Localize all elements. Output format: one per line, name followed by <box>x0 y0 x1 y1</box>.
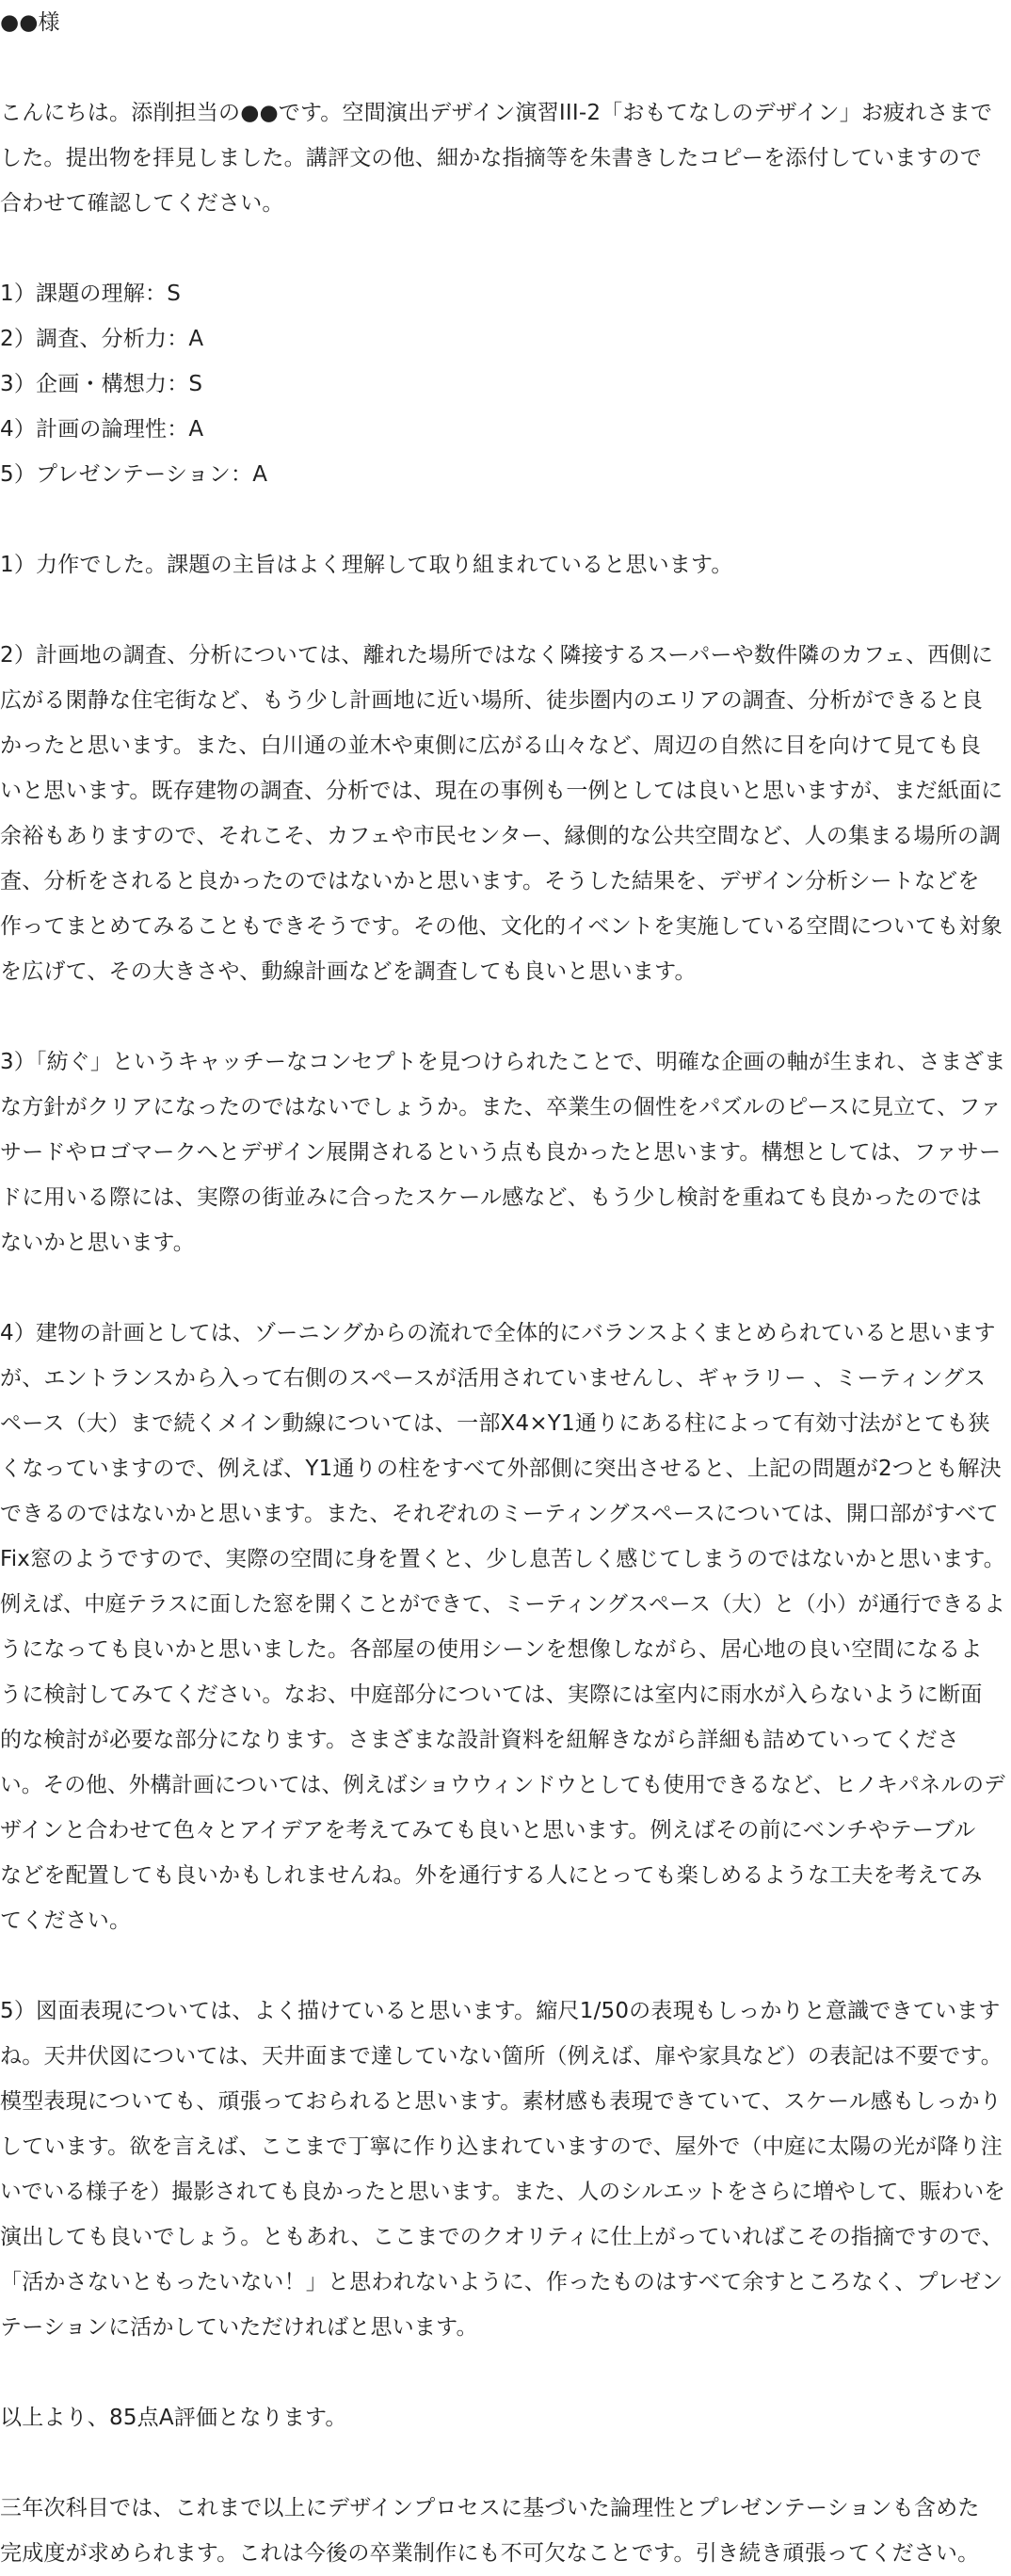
comment-planning <box>0 1311 1011 1943</box>
text-line: テーションに活かしていただければと思います。 <box>0 2315 478 2340</box>
text-line: した。提出物を拝見しました。講評文の他、細かな指摘等を朱書きしたコピーを添付していますので <box>0 146 983 170</box>
text-line: 3）「紡ぐ」というキャッチーなコンセプトを見つけられたことで、明確な企画の軸が生まれ、さまざま <box>0 1050 1006 1074</box>
grade-item: 3）企画・構想力：S <box>0 372 203 396</box>
comment-concept <box>0 1039 1011 1265</box>
salutation: ●●様 <box>0 10 60 35</box>
text-line: うに検討してみてください。なお、中庭部分については、実際には室内に雨水が入らないように断面 <box>0 1682 983 1707</box>
text-line: 模型表現についても、頑張っておられると思います。素材感も表現できていて、スケール感もしっかり <box>0 2089 1002 2114</box>
text-line: てください。 <box>0 1908 132 1933</box>
text-line: い。その他、外構計画については、例えばショウウィンドウとしても使用できるなど、ヒノキパネルのデ <box>0 1773 1005 1797</box>
text-line: 作ってまとめてみることもできそうです。その他、文化的イベントを実施している空間についても対象 <box>0 914 1003 939</box>
comment-presentation <box>0 1988 1011 2350</box>
text-line: ないかと思います。 <box>0 1231 195 1255</box>
text-line: が、エントランスから入って右側のスペースが活用されていませんし、ギャラリー 、ミーティングス <box>0 1366 987 1391</box>
text-line: 三年次科目では、これまで以上にデザインプロセスに基づいた論理性とプレゼンテーションも含めた <box>0 2496 980 2520</box>
grades-list <box>0 271 1011 497</box>
text-line: うになっても良いかと思いました。各部屋の使用シーンを想像しながら、居心地の良い空間になるよ <box>0 1637 983 1662</box>
text-line: 5）図面表現については、よく描けていると思います。縮尺1/50の表現もしっかりと意識できています <box>0 1999 1001 2023</box>
text-line: 4）建物の計画としては、ゾーニングからの流れで全体的にバランスよくまとめられていると思います <box>0 1321 996 1345</box>
text-line: 広がる閑静な住宅街など、もう少し計画地に近い場所、徒歩圏内のエリアの調査、分析ができると良 <box>0 688 983 713</box>
text-line: 合わせて確認してください。 <box>0 191 284 216</box>
text-line: ザインと合わせて色々とアイデアを考えてみても良いと思います。例えばその前にベンチやテーブル <box>0 1818 976 1843</box>
conclusion-paragraph <box>0 2395 1011 2440</box>
paragraph-spacer <box>0 994 1011 1039</box>
closing-paragraph <box>0 2486 1011 2576</box>
text-line: 完成度が求められます。これは今後の卒業制作にも不可欠なことです。引き続き頑張ってください。 <box>0 2541 980 2566</box>
text-line: Fix窓のようですので、実際の空間に身を置くと、少し息苦しく感じてしまうのではないかと思います。 <box>0 1547 1005 1571</box>
paragraph-spacer <box>0 226 1011 271</box>
text-line: 余裕もありますので、それこそ、カフェや市民センター、縁側的な公共空間など、人の集まる場所の調 <box>0 824 1002 848</box>
text-line: 「活かさないともったいない！」と思われないように、作ったものはすべて余すところなく、プレゼン <box>0 2270 1003 2294</box>
text-line: できるのではないかと思います。また、それぞれのミーティングスペースについては、開口部がすべて <box>0 1502 999 1526</box>
text-line: こんにちは。添削担当の●●です。空間演出デザイン演習III-2「おもてなしのデザイン」お疲れさまで <box>0 101 993 125</box>
text-line: ペース（大）まで続くメイン動線については、一部X4×Y1通りにある柱によって有効寸法がとても狭 <box>0 1411 990 1436</box>
text-line: 査、分析をされると良かったのではないかと思います。そうした結果を、デザイン分析シートなどを <box>0 869 980 894</box>
text-line: を広げて、その大きさや、動線計画などを調査しても良いと思います。 <box>0 959 697 984</box>
grade-item: 1）課題の理解：S <box>0 282 182 306</box>
paragraph-spacer <box>0 1265 1011 1311</box>
paragraph-spacer <box>0 2350 1011 2395</box>
text-line: いと思います。既存建物の調査、分析では、現在の事例も一例としては良いと思いますが、まだ紙面に <box>0 779 1003 803</box>
grade-item: 5）プレゼンテーション：A <box>0 462 268 487</box>
paragraph-spacer <box>0 45 1011 90</box>
text-line: くなっていますので、例えば、Y1通りの柱をすべて外部側に突出させると、上記の問題が2つとも解決 <box>0 1457 1002 1481</box>
comment-understanding <box>0 542 1011 588</box>
text-line: サードやロゴマークへとデザイン展開されるという点も良かったと思います。構想としては、ファサー <box>0 1140 1002 1165</box>
text-line: 以上より、85点A評価となります。 <box>0 2406 347 2430</box>
paragraph-spacer <box>0 1943 1011 1988</box>
text-line: 的な検討が必要な部分になります。さまざまな設計資料を紐解きながら詳細も詰めていってくださ <box>0 1728 959 1752</box>
intro-paragraph <box>0 90 1011 226</box>
text-line: 例えば、中庭テラスに面した窓を開くことができて、ミーティングスペース（大）と（小）が通行できるよ <box>0 1592 1005 1617</box>
text-line: などを配置しても良いかもしれませんね。外を通行する人にとっても楽しめるような工夫を考えてみ <box>0 1863 983 1888</box>
paragraph-spacer <box>0 497 1011 542</box>
text-line: 2）計画地の調査、分析については、離れた場所ではなく隣接するスーパーや数件隣のカフェ、西側に <box>0 643 993 668</box>
text-line: ね。天井伏図については、天井面まで達していない箇所（例えば、扉や家具など）の表記は不要です。 <box>0 2044 1003 2069</box>
text-line: しています。欲を言えば、ここまで丁寧に作り込まれていますので、屋外で（中庭に太陽の光が降り注 <box>0 2134 1003 2159</box>
text-line: 演出しても良いでしょう。ともあれ、ここまでのクオリティに仕上がっていればこその指摘ですので、 <box>0 2225 1003 2249</box>
text-line: かったと思います。また、白川通の並木や東側に広がる山々など、周辺の自然に目を向けて見ても良 <box>0 733 982 758</box>
paragraph-spacer <box>0 588 1011 633</box>
comment-research <box>0 633 1011 994</box>
grade-item: 2）調査、分析力：A <box>0 327 204 351</box>
paragraph-spacer <box>0 2440 1011 2486</box>
text-line: 1）力作でした。課題の主旨はよく理解して取り組まれていると思います。 <box>0 553 733 577</box>
text-line: な方針がクリアになったのではないでしょうか。また、卒業生の個性をパズルのピースに見立て、ファ <box>0 1095 1003 1119</box>
text-line: ドに用いる際には、実際の街並みに合ったスケール感など、もう少し検討を重ねても良かったのでは <box>0 1185 982 1210</box>
grade-item: 4）計画の論理性：A <box>0 417 204 442</box>
text-line: いでいる様子を）撮影されても良かったと思います。また、人のシルエットをさらに増やして、賑わいを <box>0 2180 1006 2204</box>
